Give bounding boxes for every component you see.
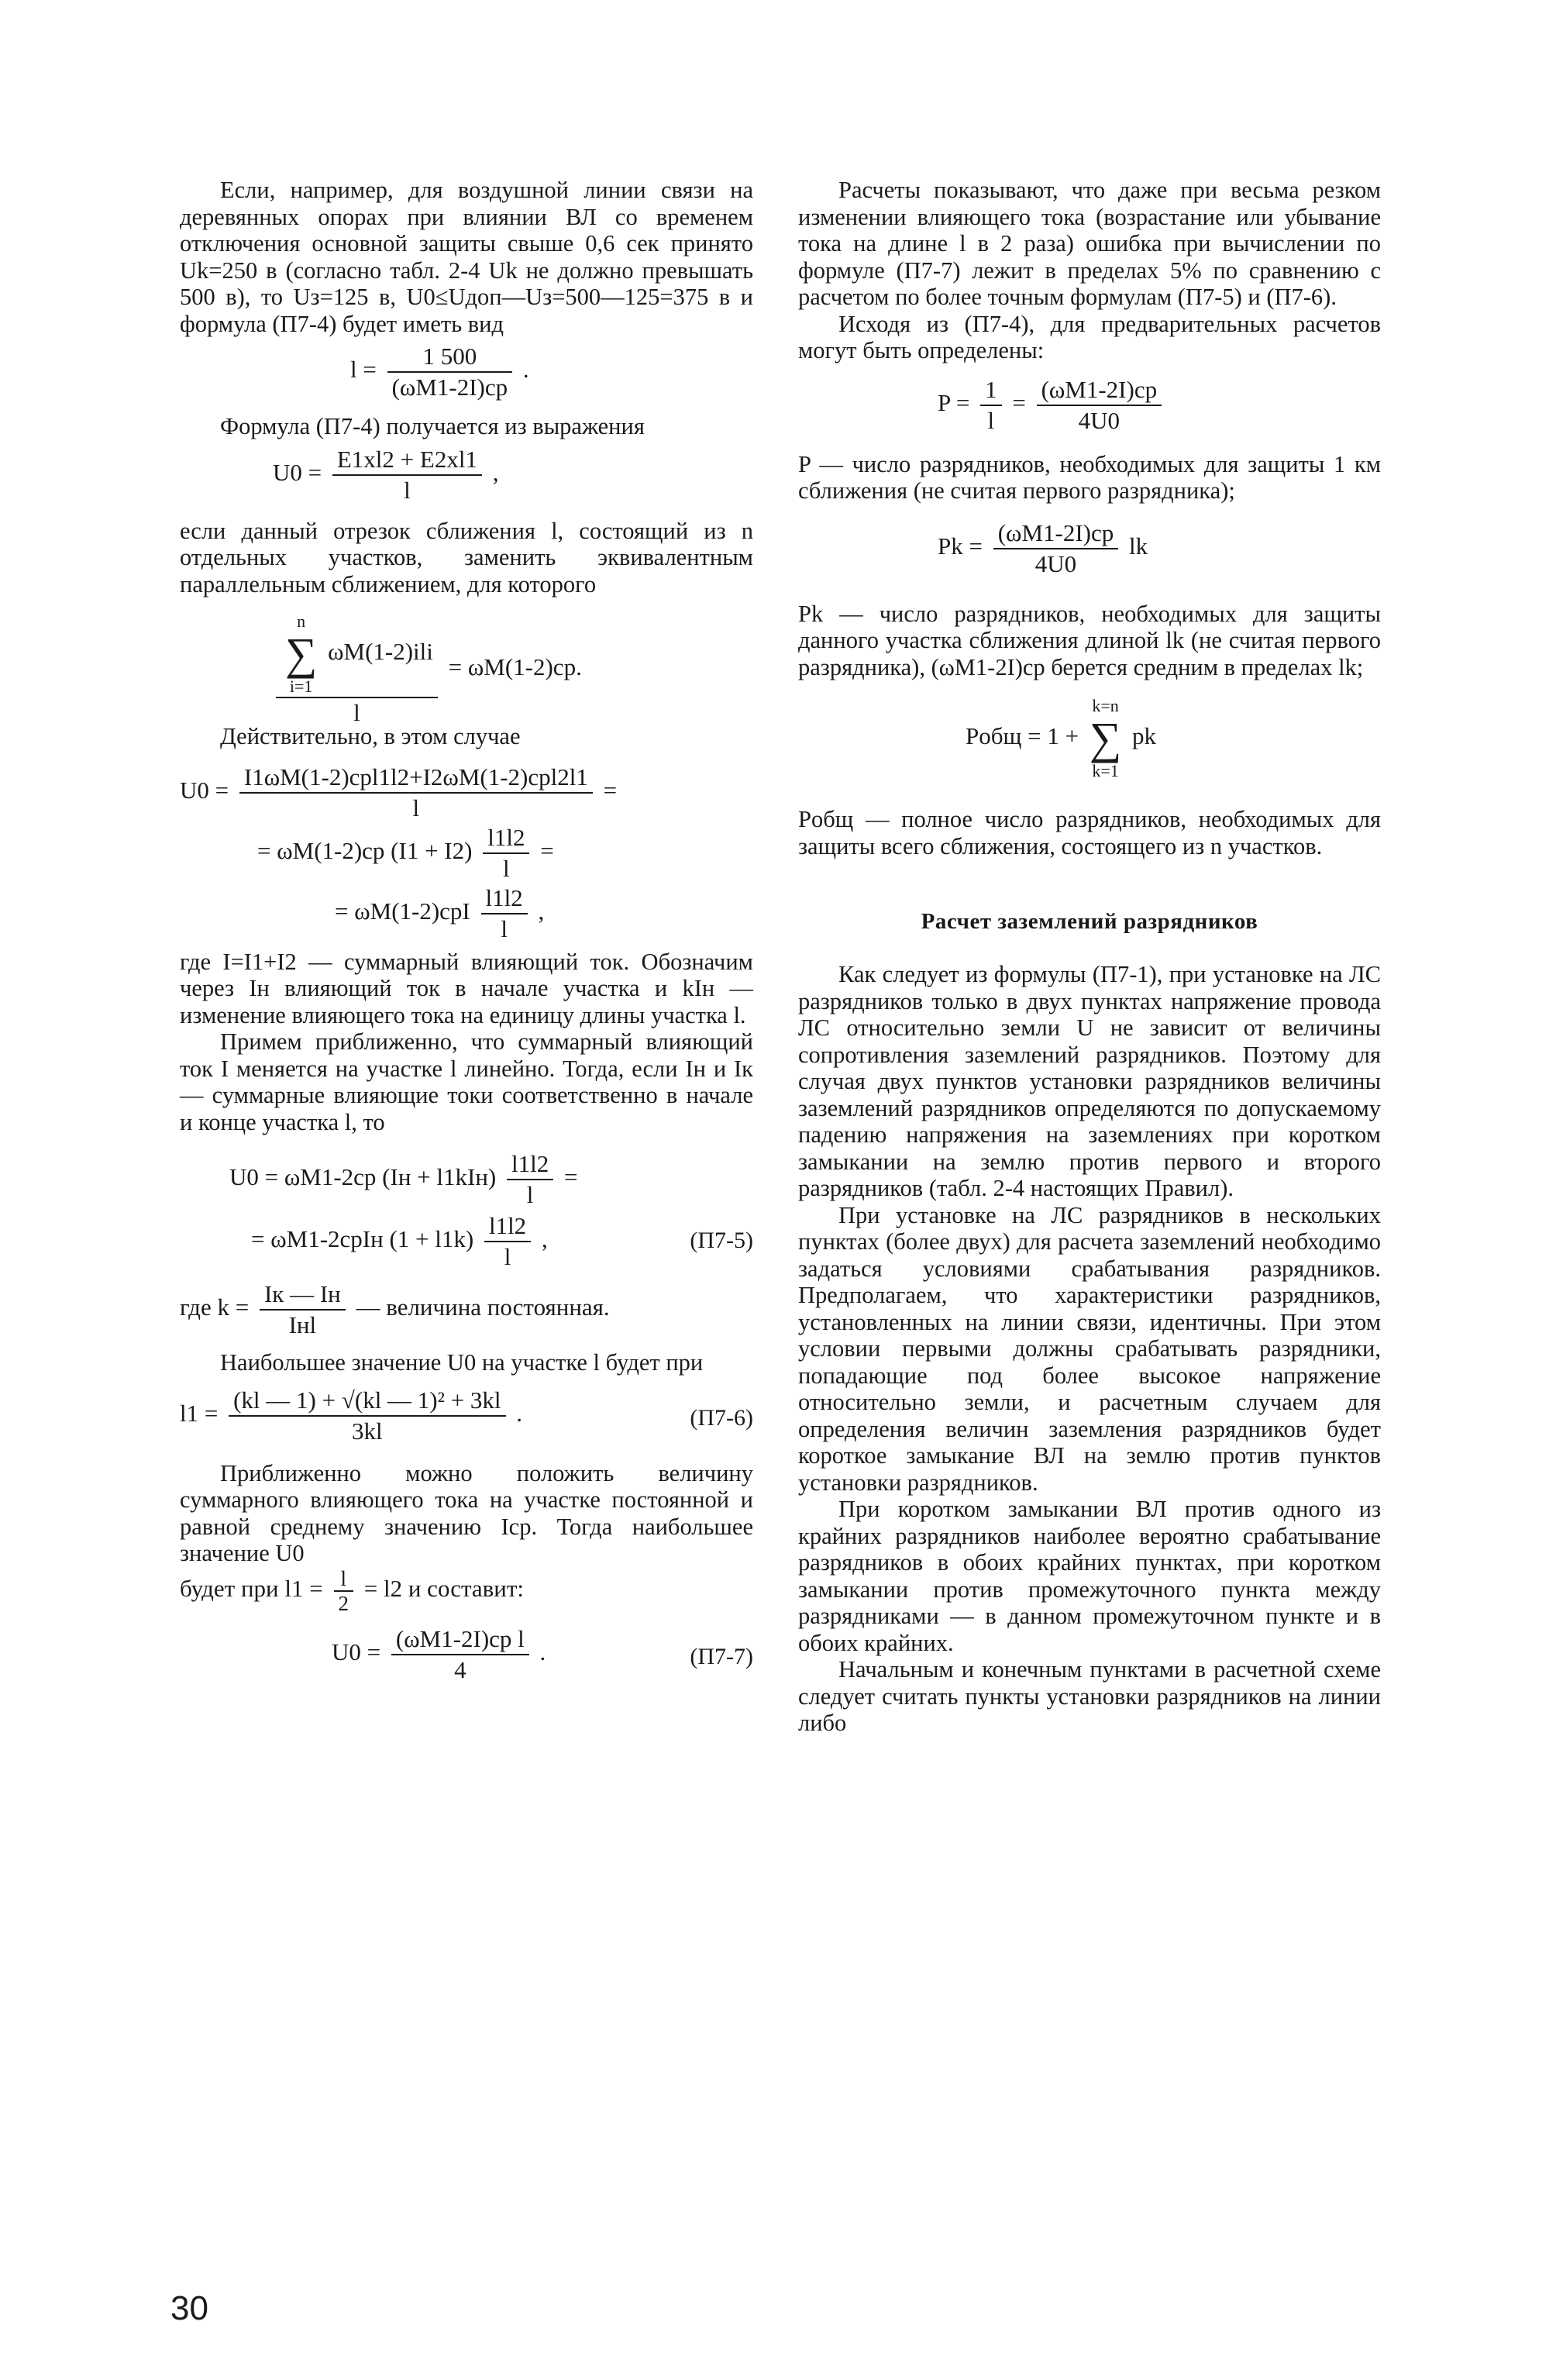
formula-p-total: Pобщ = 1 + k=n ∑ k=1 pk: [966, 696, 1156, 780]
left-paragraph-8: Приближенно можно положить величину суммарного влияющего тока на участке постоянной и равной среднему значению Iср. Тогда наибольшее значение U0: [180, 1459, 753, 1566]
formula-u0-e: U0 = $\frac{E1xl2 + E2xl1}{l}$ ,: [273, 445, 499, 504]
sigma-symbol: k=n ∑ k=1: [1089, 696, 1122, 780]
formula-pk: Pk = (ωM1-2I)ср 4U0 lk: [938, 518, 1148, 577]
equation-number-p7-7: (П7-7): [690, 1643, 753, 1669]
right-paragraph-8: При коротком замыкании ВЛ против одного из крайних разрядников наиболее вероятно срабатывание разрядников в обоих крайних пунктах, при коротком замыкании против промежуточного пункта между разрядниками — в данном промежуточном пункте и в обоих крайних.: [798, 1496, 1381, 1656]
right-paragraph-5: Pобщ — полное число разрядников, необходимых для защиты всего сближения, состоящего из n участков.: [798, 806, 1381, 859]
left-paragraph-6: Примем приближенно, что суммарный влияющий ток I меняется на участке l линейно. Тогда, если Iн и Iк — суммарные влияющие токи соответственно в начале и конце участка l, то: [180, 1028, 753, 1135]
left-paragraph-4: Действительно, в этом случае: [220, 723, 521, 749]
formula-u0-derivation: U0 = I1ωM(1-2)срl1l2+I2ωM(1-2)срl2l1 l = = ωM(1-2)ср (I1 + I2) $\frac{l1l2}{l}$ = = ωM(1-2)срI $\frac{l1l2}{l}$ ,: [180, 763, 618, 942]
left-paragraph-2: Формула (П7-4) получается из выражения: [220, 413, 645, 439]
sigma-symbol: n ∑ i=1: [285, 611, 318, 696]
formula-p7-6: l1 = $\frac{\text{(kl — 1) + √(kl — 1)² + 3kl}}{3kl}$ . (П7-6): [180, 1386, 753, 1445]
formula-l-1500: l = 1 500 (ωM1-2I)ср .: [350, 343, 529, 401]
right-paragraph-9: Начальным и конечным пунктами в расчетной схеме следует считать пункты установки разрядников на линии либо: [798, 1656, 1381, 1736]
right-paragraph-2: Исходя из (П7-4), для предварительных расчетов могут быть определены:: [798, 310, 1381, 363]
left-paragraph-3: если данный отрезок сближения l, состоящий из n отдельных участков, заменить эквивалентным параллельным сближением, для которого: [180, 517, 753, 598]
right-paragraph-6: Как следует из формулы (П7-1), при установке на ЛС разрядников только в двух пунктах напряжение провода ЛС относительно земли U не зависит от величины сопротивления заземлений разрядников. Поэтому для случая двух пунктов установки разрядников величины заземлений разрядников определяются по допускаемому падению напряжения на заземлениях при коротком замыкании на землю против первого и второго разрядников (табл. 2-4 настоящих Правил).: [798, 961, 1381, 1201]
formula-l1-half: будет при l1 = $\frac{l}{2}$ = l2 и составит:: [180, 1566, 525, 1615]
right-paragraph-4: Pk — число разрядников, необходимых для защиты данного участка сближения длиной lk (не считая первого разрядника), (ωM1-2I)ср берется средним в пределах lk;: [798, 600, 1381, 680]
left-column: [180, 177, 753, 1688]
formula-p: P = $\frac{1}{l}$ = (ωM1-2I)ср 4U0: [798, 375, 1381, 440]
equation-number-p7-6: (П7-6): [690, 1404, 753, 1431]
page-number: 30: [170, 2289, 208, 2327]
right-paragraph-3: P — число разрядников, необходимых для защиты 1 км сближения (не считая первого разрядника);: [798, 450, 1381, 504]
formula-k-definition: где k = Iк — Iн Iнl — величина постоянная.: [180, 1280, 610, 1338]
left-paragraph-7: Наибольшее значение U0 на участке l будет при: [220, 1349, 704, 1376]
left-paragraph-5: где I=I1+I2 — суммарный влияющий ток. Обозначим через Iн влияющий ток в начале участка и kIн — изменение влияющего тока на единицу длины участка l.: [180, 948, 753, 1028]
right-paragraph-7: При установке на ЛС разрядников в нескольких пунктах (более двух) для расчета заземлений необходимо задаться условиями срабатывания разрядников. Предполагаем, что характеристики разрядников, установленных на линии связи, идентичны. При этом условии первыми должны срабатывать разрядники, попадающие под более высокое напряжение относительно земли, и расчетным случаем для определения величин заземления разрядников будет короткое замыкание ВЛ на землю против пунктов установки разрядников.: [798, 1201, 1381, 1496]
right-paragraph-1: Расчеты показывают, что даже при весьма резком изменении влияющего тока (возрастание или убывание тока на длине l в 2 раза) ошибка при вычислении по формуле (П7-7) лежит в пределах 5% по сравнению с расчетом по более точным формулам (П7-5) и (П7-6).: [798, 177, 1381, 310]
formula-p7-5: U0 = ωM1-2ср (Iн + l1kIн) $\frac{l1l2}{l}$ = = ωM1-2срIн (1 + l1k) $\frac{l1l2}{l}$ , (П7-5): [229, 1150, 753, 1270]
left-paragraph-1: Если, например, для воздушной линии связи на деревянных опорах при влиянии ВЛ со временем отключения основной защиты свыше 0,6 сек принято Uk=250 в (согласно табл. 2-4 Uk не должно превышать 500 в), то Uз=125 в, U0≤Uдоп—Uз=500—125=375 в и формула (П7-4) будет иметь вид: [180, 177, 753, 337]
formula-p7-7: U0 = (ωM1-2I)ср l 4 . (П7-7): [332, 1624, 753, 1683]
section-heading: Расчет заземлений разрядников: [921, 909, 1258, 934]
formula-sum-equivalent: n ∑ i=1 ωM(1-2)ili l = ωM(1-2)ср.: [180, 611, 753, 703]
right-column: [798, 177, 1381, 1737]
equation-number-p7-5: (П7-5): [690, 1228, 753, 1253]
